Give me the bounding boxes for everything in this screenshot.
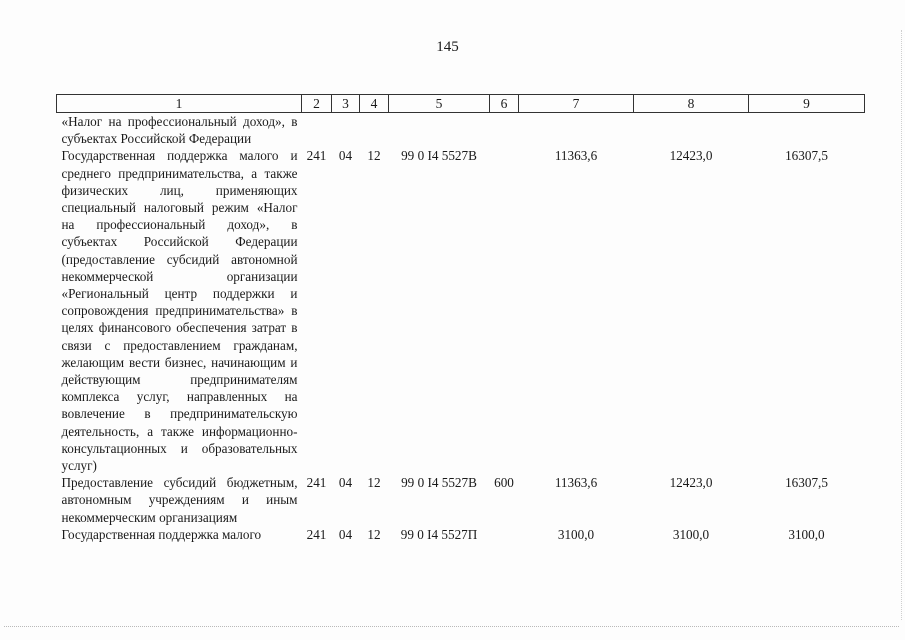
column-header-3: 3 (332, 95, 360, 113)
table-body (57, 113, 865, 544)
row-ministry-code: 241 (306, 148, 327, 164)
header-row (57, 95, 865, 113)
row-subsection-code: 12 (367, 148, 381, 164)
column-header-2: 2 (302, 95, 332, 113)
row-name: Предоставление субсидий бюджетным, автономным учреждениям и иным некоммерческим организациям (61, 475, 298, 525)
row-amount-col7: 11363,6 (554, 475, 598, 491)
table-row (57, 113, 865, 148)
row-amount-col8: 3100,0 (672, 526, 710, 542)
row-ministry-code: 241 (306, 526, 327, 542)
row-subsection-code (360, 113, 389, 148)
column-header-5: 5 (389, 95, 490, 113)
row-amount-col7 (519, 113, 634, 148)
scan-artifact-edge (901, 30, 902, 620)
row-amount-col9: 3100,0 (788, 526, 825, 542)
row-expense-type (490, 147, 519, 474)
row-expense-type (490, 526, 519, 543)
page-number: 145 (436, 39, 459, 55)
row-amount-col8: 12423,0 (669, 148, 713, 164)
row-name: «Налог на профессиональный доход», в субъектах Российской Федерации (61, 114, 298, 147)
row-target-article: 99 0 I4 5527П (400, 526, 478, 542)
row-section-code: 04 (338, 148, 353, 164)
row-name: Государственная поддержка малого и среднего предпринимательства, а также физических лиц, применяющих специальный налоговый режим «Налог на профессиональный доход», в субъектах Российской Федерации (предоставление субсидий автономной некоммерческой организации «Региональный центр поддержки и сопровождения предпринимательства» в целях финансового обеспечения затрат в связи с предоставлением гражданам, желающим вести бизнес, начинающим и действующим предпринимателям комплекса услуг, направленных на вовлечение в предпринимательскую деятельность, а также информационно-консультационных и образовательных услуг) (61, 148, 298, 474)
table-row (57, 526, 865, 543)
column-header-6: 6 (490, 95, 519, 113)
row-ministry-code (302, 113, 332, 148)
row-amount-col8 (634, 113, 749, 148)
table-row (57, 474, 865, 526)
scan-artifact-line (4, 626, 899, 627)
row-subsection-code: 12 (367, 526, 381, 542)
row-section-code (332, 113, 360, 148)
row-amount-col7: 11363,6 (554, 148, 598, 164)
column-header-7: 7 (519, 95, 634, 113)
row-ministry-code: 241 (306, 475, 327, 491)
column-header-4: 4 (360, 95, 389, 113)
column-header-8: 8 (634, 95, 749, 113)
row-section-code: 04 (338, 526, 353, 542)
row-target-article: 99 0 I4 5527В (401, 148, 477, 164)
row-expense-type: 600 (494, 475, 514, 491)
row-name: Государственная поддержка малого (61, 526, 262, 542)
row-target-article (389, 113, 490, 148)
column-header-9: 9 (749, 95, 865, 113)
table-header (57, 95, 865, 113)
row-section-code: 04 (338, 475, 353, 491)
row-amount-col7: 3100,0 (557, 526, 595, 542)
budget-table (56, 94, 865, 543)
row-amount-col9 (749, 113, 865, 148)
row-amount-col9: 16307,5 (785, 475, 828, 491)
row-amount-col8: 12423,0 (669, 475, 713, 491)
row-expense-type (490, 113, 519, 148)
row-subsection-code: 12 (367, 475, 381, 491)
column-header-1: 1 (57, 95, 302, 113)
row-amount-col9: 16307,5 (785, 148, 828, 164)
table-row (57, 147, 865, 474)
row-target-article: 99 0 I4 5527В (401, 475, 477, 491)
